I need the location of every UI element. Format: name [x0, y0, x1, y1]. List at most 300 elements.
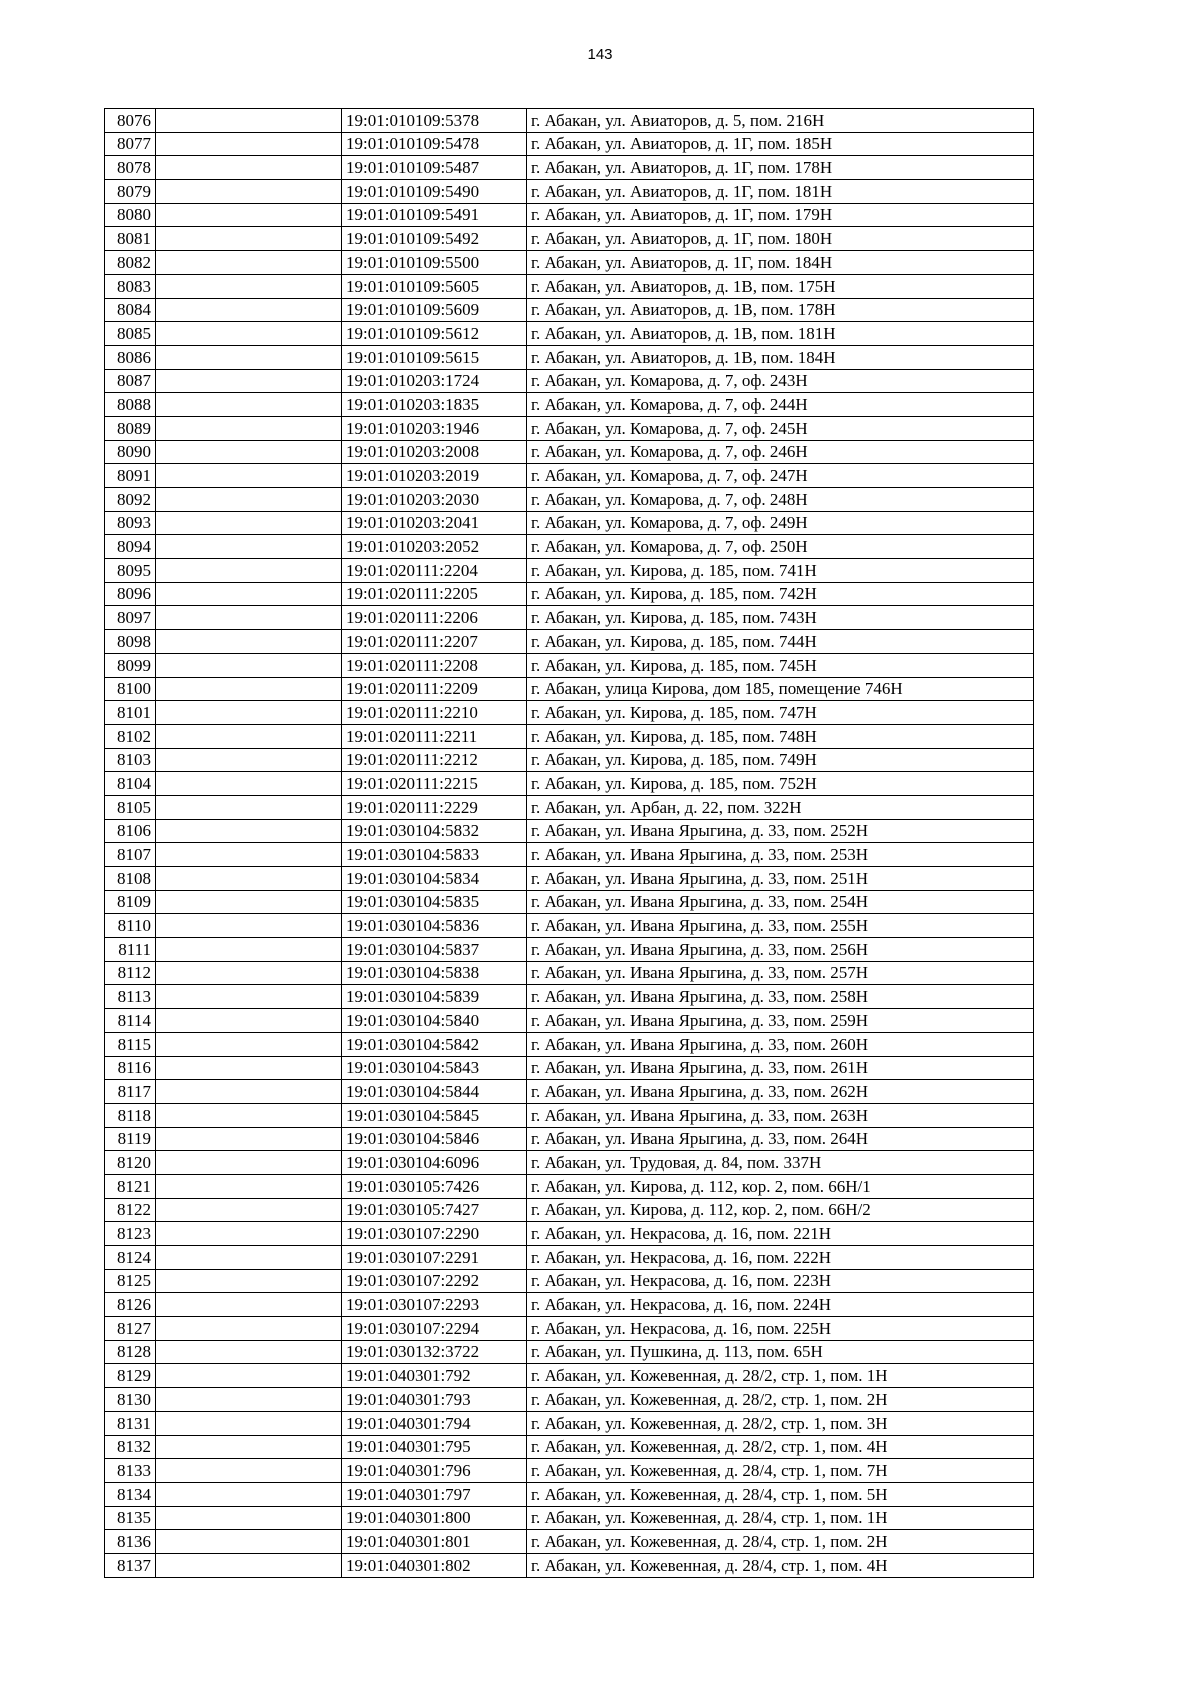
- row-number: 8113: [105, 985, 156, 1009]
- row-blank-cell: [156, 1032, 342, 1056]
- cadastral-number: 19:01:040301:792: [342, 1364, 527, 1388]
- row-blank-cell: [156, 606, 342, 630]
- address: г. Абакан, ул. Кирова, д. 185, пом. 748Н: [527, 724, 1034, 748]
- row-number: 8136: [105, 1530, 156, 1554]
- row-number: 8131: [105, 1411, 156, 1435]
- row-blank-cell: [156, 867, 342, 891]
- cadastral-number: 19:01:030104:5835: [342, 890, 527, 914]
- cadastral-number: 19:01:030104:5840: [342, 1009, 527, 1033]
- row-number: 8086: [105, 345, 156, 369]
- cadastral-number: 19:01:020111:2208: [342, 653, 527, 677]
- table-row: [105, 1222, 1034, 1246]
- row-number: 8080: [105, 203, 156, 227]
- row-number: 8112: [105, 961, 156, 985]
- table-row: [105, 819, 1034, 843]
- table-row: [105, 1388, 1034, 1412]
- table-row: [105, 701, 1034, 725]
- address: г. Абакан, ул. Кожевенная, д. 28/4, стр. 1, пом. 1Н: [527, 1506, 1034, 1530]
- address: г. Абакан, ул. Авиаторов, д. 1Г, пом. 178Н: [527, 156, 1034, 180]
- cadastral-number: 19:01:020111:2211: [342, 724, 527, 748]
- address: г. Абакан, ул. Кожевенная, д. 28/2, стр. 1, пом. 4Н: [527, 1435, 1034, 1459]
- cadastral-number: 19:01:030107:2290: [342, 1222, 527, 1246]
- row-blank-cell: [156, 1293, 342, 1317]
- row-number: 8105: [105, 795, 156, 819]
- cadastral-number: 19:01:010109:5490: [342, 180, 527, 204]
- table-row: [105, 1032, 1034, 1056]
- table-row: [105, 1530, 1034, 1554]
- table-row: [105, 606, 1034, 630]
- row-number: 8126: [105, 1293, 156, 1317]
- table-row: [105, 393, 1034, 417]
- address: г. Абакан, ул. Кирова, д. 185, пом. 749Н: [527, 748, 1034, 772]
- address: г. Абакан, ул. Некрасова, д. 16, пом. 222Н: [527, 1246, 1034, 1270]
- address: г. Абакан, ул. Авиаторов, д. 1Г, пом. 184Н: [527, 251, 1034, 275]
- address: г. Абакан, ул. Кожевенная, д. 28/4, стр. 1, пом. 5Н: [527, 1482, 1034, 1506]
- row-blank-cell: [156, 772, 342, 796]
- address: г. Абакан, ул. Ивана Ярыгина, д. 33, пом. 258Н: [527, 985, 1034, 1009]
- cadastral-number: 19:01:010109:5500: [342, 251, 527, 275]
- row-blank-cell: [156, 1246, 342, 1270]
- row-blank-cell: [156, 1080, 342, 1104]
- address: г. Абакан, ул. Ивана Ярыгина, д. 33, пом. 255Н: [527, 914, 1034, 938]
- address: г. Абакан, ул. Ивана Ярыгина, д. 33, пом. 259Н: [527, 1009, 1034, 1033]
- address: г. Абакан, ул. Ивана Ярыгина, д. 33, пом. 261Н: [527, 1056, 1034, 1080]
- row-number: 8107: [105, 843, 156, 867]
- address: г. Абакан, ул. Кирова, д. 185, пом. 742Н: [527, 582, 1034, 606]
- row-number: 8106: [105, 819, 156, 843]
- cadastral-number: 19:01:030104:5839: [342, 985, 527, 1009]
- table-row: [105, 1364, 1034, 1388]
- table-row: [105, 1103, 1034, 1127]
- table-row: [105, 630, 1034, 654]
- row-number: 8124: [105, 1246, 156, 1270]
- row-number: 8101: [105, 701, 156, 725]
- row-blank-cell: [156, 1269, 342, 1293]
- row-blank-cell: [156, 701, 342, 725]
- row-blank-cell: [156, 251, 342, 275]
- cadastral-number: 19:01:030104:5842: [342, 1032, 527, 1056]
- cadastral-number: 19:01:010109:5492: [342, 227, 527, 251]
- row-blank-cell: [156, 132, 342, 156]
- row-number: 8090: [105, 440, 156, 464]
- table-row: [105, 559, 1034, 583]
- row-blank-cell: [156, 843, 342, 867]
- cadastral-number: 19:01:030104:6096: [342, 1151, 527, 1175]
- row-blank-cell: [156, 227, 342, 251]
- row-number: 8133: [105, 1459, 156, 1483]
- row-blank-cell: [156, 961, 342, 985]
- row-blank-cell: [156, 416, 342, 440]
- row-number: 8129: [105, 1364, 156, 1388]
- row-blank-cell: [156, 1151, 342, 1175]
- row-number: 8115: [105, 1032, 156, 1056]
- row-blank-cell: [156, 1056, 342, 1080]
- row-number: 8123: [105, 1222, 156, 1246]
- address: г. Абакан, ул. Ивана Ярыгина, д. 33, пом. 253Н: [527, 843, 1034, 867]
- cadastral-number: 19:01:010203:2041: [342, 511, 527, 535]
- cadastral-number: 19:01:010109:5615: [342, 345, 527, 369]
- cadastral-number: 19:01:030104:5836: [342, 914, 527, 938]
- row-blank-cell: [156, 535, 342, 559]
- address: г. Абакан, ул. Кожевенная, д. 28/2, стр. 1, пом. 1Н: [527, 1364, 1034, 1388]
- table-row: [105, 1009, 1034, 1033]
- cadastral-number: 19:01:010203:1835: [342, 393, 527, 417]
- cadastral-number: 19:01:020111:2207: [342, 630, 527, 654]
- row-number: 8092: [105, 488, 156, 512]
- table-row: [105, 1459, 1034, 1483]
- table-row: [105, 488, 1034, 512]
- row-blank-cell: [156, 748, 342, 772]
- address: г. Абакан, ул. Кирова, д. 112, кор. 2, пом. 66Н/2: [527, 1198, 1034, 1222]
- row-blank-cell: [156, 511, 342, 535]
- row-blank-cell: [156, 464, 342, 488]
- address: г. Абакан, ул. Ивана Ярыгина, д. 33, пом. 254Н: [527, 890, 1034, 914]
- table-row: [105, 843, 1034, 867]
- table-row: [105, 464, 1034, 488]
- row-blank-cell: [156, 1222, 342, 1246]
- table-row: [105, 227, 1034, 251]
- address: г. Абакан, ул. Кирова, д. 185, пом. 752Н: [527, 772, 1034, 796]
- cadastral-number: 19:01:030107:2292: [342, 1269, 527, 1293]
- row-blank-cell: [156, 369, 342, 393]
- address: г. Абакан, ул. Авиаторов, д. 5, пом. 216Н: [527, 109, 1034, 133]
- cadastral-number: 19:01:020111:2205: [342, 582, 527, 606]
- row-blank-cell: [156, 1174, 342, 1198]
- row-blank-cell: [156, 559, 342, 583]
- row-blank-cell: [156, 1506, 342, 1530]
- row-blank-cell: [156, 1364, 342, 1388]
- table-row: [105, 1553, 1034, 1577]
- address: г. Абакан, ул. Комарова, д. 7, оф. 247Н: [527, 464, 1034, 488]
- address: г. Абакан, ул. Комарова, д. 7, оф. 243Н: [527, 369, 1034, 393]
- row-blank-cell: [156, 345, 342, 369]
- address: г. Абакан, ул. Ивана Ярыгина, д. 33, пом. 263Н: [527, 1103, 1034, 1127]
- row-blank-cell: [156, 1388, 342, 1412]
- cadastral-number: 19:01:010109:5605: [342, 274, 527, 298]
- table-row: [105, 535, 1034, 559]
- row-blank-cell: [156, 653, 342, 677]
- row-blank-cell: [156, 274, 342, 298]
- table-row: [105, 180, 1034, 204]
- cadastral-number: 19:01:010109:5609: [342, 298, 527, 322]
- cadastral-number: 19:01:020111:2210: [342, 701, 527, 725]
- row-number: 8088: [105, 393, 156, 417]
- address: г. Абакан, ул. Кирова, д. 112, кор. 2, пом. 66Н/1: [527, 1174, 1034, 1198]
- table-row: [105, 1482, 1034, 1506]
- row-blank-cell: [156, 582, 342, 606]
- table-row: [105, 1246, 1034, 1270]
- table-row: [105, 748, 1034, 772]
- cadastral-number: 19:01:030105:7426: [342, 1174, 527, 1198]
- address: г. Абакан, ул. Некрасова, д. 16, пом. 223Н: [527, 1269, 1034, 1293]
- row-number: 8078: [105, 156, 156, 180]
- table-row: [105, 1435, 1034, 1459]
- table-row: [105, 1293, 1034, 1317]
- row-number: 8127: [105, 1317, 156, 1341]
- cadastral-number: 19:01:030104:5834: [342, 867, 527, 891]
- cadastral-number: 19:01:020111:2206: [342, 606, 527, 630]
- row-number: 8076: [105, 109, 156, 133]
- address: г. Абакан, ул. Некрасова, д. 16, пом. 225Н: [527, 1317, 1034, 1341]
- row-blank-cell: [156, 298, 342, 322]
- cadastral-number: 19:01:040301:793: [342, 1388, 527, 1412]
- row-number: 8089: [105, 416, 156, 440]
- address: г. Абакан, ул. Авиаторов, д. 1В, пом. 175Н: [527, 274, 1034, 298]
- row-number: 8116: [105, 1056, 156, 1080]
- address: г. Абакан, ул. Авиаторов, д. 1Г, пом. 180Н: [527, 227, 1034, 251]
- cadastral-number: 19:01:020111:2204: [342, 559, 527, 583]
- address: г. Абакан, ул. Комарова, д. 7, оф. 248Н: [527, 488, 1034, 512]
- row-blank-cell: [156, 109, 342, 133]
- row-blank-cell: [156, 1340, 342, 1364]
- cadastral-number: 19:01:010109:5487: [342, 156, 527, 180]
- address: г. Абакан, ул. Кирова, д. 185, пом. 741Н: [527, 559, 1034, 583]
- row-number: 8114: [105, 1009, 156, 1033]
- row-blank-cell: [156, 322, 342, 346]
- row-number: 8137: [105, 1553, 156, 1577]
- row-blank-cell: [156, 440, 342, 464]
- cadastral-number: 19:01:020111:2215: [342, 772, 527, 796]
- page-number: 143: [587, 46, 613, 63]
- address: г. Абакан, ул. Кирова, д. 185, пом. 747Н: [527, 701, 1034, 725]
- row-number: 8121: [105, 1174, 156, 1198]
- cadastral-number: 19:01:010109:5478: [342, 132, 527, 156]
- cadastral-number: 19:01:010109:5612: [342, 322, 527, 346]
- row-number: 8085: [105, 322, 156, 346]
- address: г. Абакан, ул. Кожевенная, д. 28/4, стр. 1, пом. 2Н: [527, 1530, 1034, 1554]
- row-number: 8087: [105, 369, 156, 393]
- address: г. Абакан, ул. Авиаторов, д. 1В, пом. 184Н: [527, 345, 1034, 369]
- table-row: [105, 1056, 1034, 1080]
- cadastral-number: 19:01:010203:2052: [342, 535, 527, 559]
- row-number: 8130: [105, 1388, 156, 1412]
- cadastral-number: 19:01:030105:7427: [342, 1198, 527, 1222]
- cadastral-number: 19:01:040301:796: [342, 1459, 527, 1483]
- row-blank-cell: [156, 1317, 342, 1341]
- row-blank-cell: [156, 1553, 342, 1577]
- address: г. Абакан, ул. Ивана Ярыгина, д. 33, пом. 256Н: [527, 938, 1034, 962]
- row-blank-cell: [156, 1411, 342, 1435]
- table-row: [105, 1411, 1034, 1435]
- row-number: 8098: [105, 630, 156, 654]
- row-number: 8091: [105, 464, 156, 488]
- row-blank-cell: [156, 1530, 342, 1554]
- row-number: 8110: [105, 914, 156, 938]
- address: г. Абакан, ул. Ивана Ярыгина, д. 33, пом. 260Н: [527, 1032, 1034, 1056]
- table-row: [105, 1317, 1034, 1341]
- address: г. Абакан, ул. Авиаторов, д. 1Г, пом. 181Н: [527, 180, 1034, 204]
- cadastral-number: 19:01:040301:795: [342, 1435, 527, 1459]
- table-row: [105, 156, 1034, 180]
- cadastral-number: 19:01:030104:5838: [342, 961, 527, 985]
- table-row: [105, 582, 1034, 606]
- address: г. Абакан, ул. Ивана Ярыгина, д. 33, пом. 257Н: [527, 961, 1034, 985]
- table-row: [105, 440, 1034, 464]
- table-row: [105, 416, 1034, 440]
- row-blank-cell: [156, 724, 342, 748]
- table-row: [105, 1269, 1034, 1293]
- cadastral-number: 19:01:030107:2294: [342, 1317, 527, 1341]
- table-row: [105, 251, 1034, 275]
- address: г. Абакан, ул. Комарова, д. 7, оф. 244Н: [527, 393, 1034, 417]
- row-blank-cell: [156, 938, 342, 962]
- row-number: 8108: [105, 867, 156, 891]
- table-row: [105, 1151, 1034, 1175]
- registry-table: [104, 108, 1034, 1578]
- row-blank-cell: [156, 1198, 342, 1222]
- row-blank-cell: [156, 630, 342, 654]
- cadastral-number: 19:01:030104:5843: [342, 1056, 527, 1080]
- row-number: 8109: [105, 890, 156, 914]
- row-blank-cell: [156, 1459, 342, 1483]
- cadastral-number: 19:01:030132:3722: [342, 1340, 527, 1364]
- address: г. Абакан, ул. Трудовая, д. 84, пом. 337Н: [527, 1151, 1034, 1175]
- row-blank-cell: [156, 1127, 342, 1151]
- table-row: [105, 1340, 1034, 1364]
- table-row: [105, 1198, 1034, 1222]
- table-row: [105, 914, 1034, 938]
- cadastral-number: 19:01:010203:2008: [342, 440, 527, 464]
- row-number: 8122: [105, 1198, 156, 1222]
- cadastral-number: 19:01:030104:5832: [342, 819, 527, 843]
- cadastral-number: 19:01:030104:5837: [342, 938, 527, 962]
- row-blank-cell: [156, 985, 342, 1009]
- row-number: 8094: [105, 535, 156, 559]
- table-row: [105, 653, 1034, 677]
- cadastral-number: 19:01:030104:5844: [342, 1080, 527, 1104]
- table-row: [105, 1174, 1034, 1198]
- table-row: [105, 772, 1034, 796]
- row-blank-cell: [156, 677, 342, 701]
- cadastral-number: 19:01:040301:800: [342, 1506, 527, 1530]
- cadastral-number: 19:01:040301:802: [342, 1553, 527, 1577]
- row-blank-cell: [156, 890, 342, 914]
- row-number: 8117: [105, 1080, 156, 1104]
- address: г. Абакан, ул. Кирова, д. 185, пом. 745Н: [527, 653, 1034, 677]
- row-number: 8120: [105, 1151, 156, 1175]
- cadastral-number: 19:01:030104:5833: [342, 843, 527, 867]
- table-row: [105, 345, 1034, 369]
- row-blank-cell: [156, 203, 342, 227]
- address: г. Абакан, ул. Комарова, д. 7, оф. 245Н: [527, 416, 1034, 440]
- row-blank-cell: [156, 819, 342, 843]
- row-blank-cell: [156, 488, 342, 512]
- row-blank-cell: [156, 795, 342, 819]
- table-row: [105, 985, 1034, 1009]
- address: г. Абакан, ул. Ивана Ярыгина, д. 33, пом. 264Н: [527, 1127, 1034, 1151]
- cadastral-number: 19:01:010203:1946: [342, 416, 527, 440]
- cadastral-number: 19:01:010203:2030: [342, 488, 527, 512]
- address: г. Абакан, ул. Некрасова, д. 16, пом. 224Н: [527, 1293, 1034, 1317]
- cadastral-number: 19:01:040301:797: [342, 1482, 527, 1506]
- registry-rows: [105, 109, 1034, 1578]
- table-row: [105, 322, 1034, 346]
- address: г. Абакан, ул. Кожевенная, д. 28/2, стр. 1, пом. 3Н: [527, 1411, 1034, 1435]
- table-row: [105, 274, 1034, 298]
- table-row: [105, 1506, 1034, 1530]
- row-number: 8111: [105, 938, 156, 962]
- table-row: [105, 677, 1034, 701]
- address: г. Абакан, ул. Комарова, д. 7, оф. 246Н: [527, 440, 1034, 464]
- table-row: [105, 109, 1034, 133]
- address: г. Абакан, ул. Ивана Ярыгина, д. 33, пом. 262Н: [527, 1080, 1034, 1104]
- cadastral-number: 19:01:020111:2229: [342, 795, 527, 819]
- table-row: [105, 1127, 1034, 1151]
- address: г. Абакан, ул. Кирова, д. 185, пом. 743Н: [527, 606, 1034, 630]
- row-blank-cell: [156, 180, 342, 204]
- table-row: [105, 938, 1034, 962]
- address: г. Абакан, ул. Кожевенная, д. 28/4, стр. 1, пом. 7Н: [527, 1459, 1034, 1483]
- address: г. Абакан, ул. Авиаторов, д. 1Г, пом. 185Н: [527, 132, 1034, 156]
- row-number: 8128: [105, 1340, 156, 1364]
- row-number: 8102: [105, 724, 156, 748]
- row-blank-cell: [156, 393, 342, 417]
- row-blank-cell: [156, 1103, 342, 1127]
- cadastral-number: 19:01:030104:5846: [342, 1127, 527, 1151]
- row-number: 8135: [105, 1506, 156, 1530]
- row-number: 8093: [105, 511, 156, 535]
- table-row: [105, 203, 1034, 227]
- row-number: 8095: [105, 559, 156, 583]
- row-number: 8084: [105, 298, 156, 322]
- address: г. Абакан, ул. Пушкина, д. 113, пом. 65Н: [527, 1340, 1034, 1364]
- row-number: 8100: [105, 677, 156, 701]
- cadastral-number: 19:01:010109:5491: [342, 203, 527, 227]
- address: г. Абакан, ул. Кожевенная, д. 28/4, стр. 1, пом. 4Н: [527, 1553, 1034, 1577]
- row-number: 8119: [105, 1127, 156, 1151]
- row-blank-cell: [156, 156, 342, 180]
- row-blank-cell: [156, 1435, 342, 1459]
- table-row: [105, 1080, 1034, 1104]
- table-row: [105, 890, 1034, 914]
- address: г. Абакан, ул. Кожевенная, д. 28/2, стр. 1, пом. 2Н: [527, 1388, 1034, 1412]
- row-blank-cell: [156, 1482, 342, 1506]
- row-number: 8077: [105, 132, 156, 156]
- address: г. Абакан, ул. Комарова, д. 7, оф. 250Н: [527, 535, 1034, 559]
- table-row: [105, 867, 1034, 891]
- address: г. Абакан, ул. Авиаторов, д. 1В, пом. 181Н: [527, 322, 1034, 346]
- cadastral-number: 19:01:010109:5378: [342, 109, 527, 133]
- cadastral-number: 19:01:030104:5845: [342, 1103, 527, 1127]
- table-row: [105, 795, 1034, 819]
- row-number: 8083: [105, 274, 156, 298]
- row-number: 8118: [105, 1103, 156, 1127]
- cadastral-number: 19:01:040301:794: [342, 1411, 527, 1435]
- address: г. Абакан, ул. Ивана Ярыгина, д. 33, пом. 252Н: [527, 819, 1034, 843]
- address: г. Абакан, ул. Кирова, д. 185, пом. 744Н: [527, 630, 1034, 654]
- address: г. Абакан, ул. Ивана Ярыгина, д. 33, пом. 251Н: [527, 867, 1034, 891]
- address: г. Абакан, ул. Некрасова, д. 16, пом. 221Н: [527, 1222, 1034, 1246]
- row-number: 8103: [105, 748, 156, 772]
- row-number: 8132: [105, 1435, 156, 1459]
- row-number: 8134: [105, 1482, 156, 1506]
- table-row: [105, 511, 1034, 535]
- cadastral-number: 19:01:030107:2291: [342, 1246, 527, 1270]
- address: г. Абакан, ул. Комарова, д. 7, оф. 249Н: [527, 511, 1034, 535]
- table-row: [105, 298, 1034, 322]
- table-row: [105, 724, 1034, 748]
- address: г. Абакан, улица Кирова, дом 185, помещение 746Н: [527, 677, 1034, 701]
- address: г. Абакан, ул. Авиаторов, д. 1В, пом. 178Н: [527, 298, 1034, 322]
- row-number: 8081: [105, 227, 156, 251]
- cadastral-number: 19:01:020111:2209: [342, 677, 527, 701]
- cadastral-number: 19:01:020111:2212: [342, 748, 527, 772]
- address: г. Абакан, ул. Арбан, д. 22, пом. 322Н: [527, 795, 1034, 819]
- table-row: [105, 132, 1034, 156]
- row-number: 8079: [105, 180, 156, 204]
- table-row: [105, 369, 1034, 393]
- cadastral-number: 19:01:040301:801: [342, 1530, 527, 1554]
